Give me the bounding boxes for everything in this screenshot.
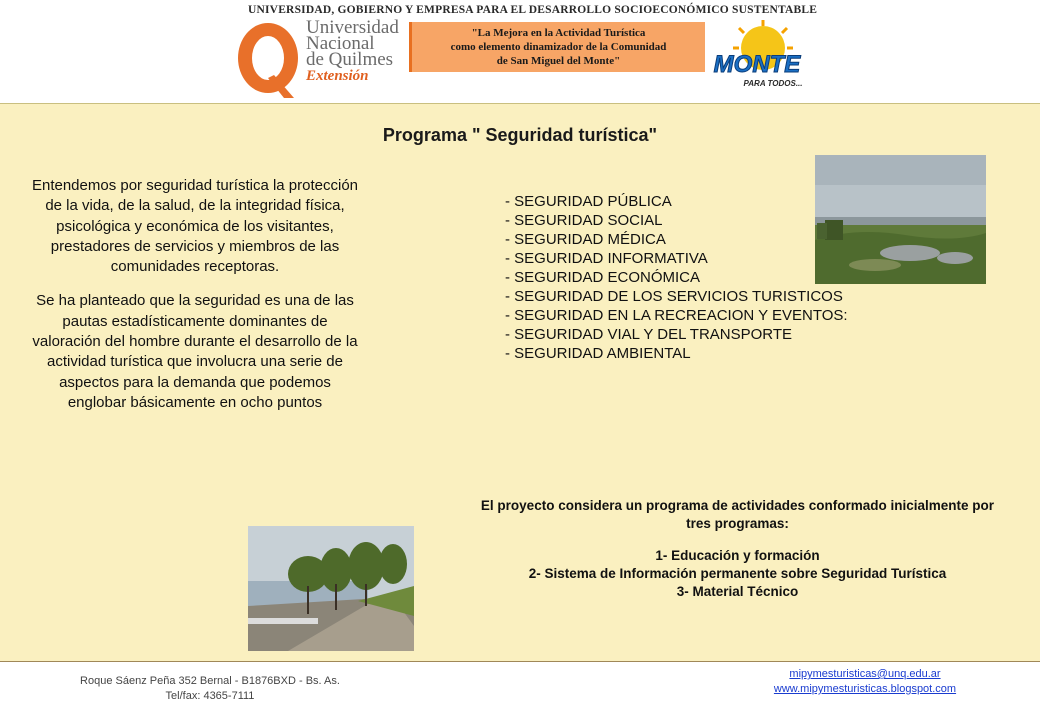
footer-links <box>740 667 990 697</box>
monte-logo-word: MONTE <box>713 51 801 78</box>
project-title-box <box>409 22 705 72</box>
project-title-line: "La Mejora en la Actividad Turística <box>471 27 646 39</box>
university-logo-text <box>306 17 399 84</box>
project-item: 3- Material Técnico <box>676 584 799 599</box>
monte-logo-icon <box>705 20 810 90</box>
security-list <box>505 192 848 363</box>
list-item: - SEGURIDAD INFORMATIVA <box>505 250 708 267</box>
university-logo-line: de Quilmes <box>306 49 394 70</box>
list-item: - SEGURIDAD DE LOS SERVICIOS TURISTICOS <box>505 288 843 305</box>
email-link[interactable]: mipymesturisticas@unq.edu.ar <box>789 668 941 680</box>
project-item: 1- Educación y formación <box>655 548 820 563</box>
list-item: - SEGURIDAD MÉDICA <box>505 231 666 248</box>
list-item: - SEGURIDAD AMBIENTAL <box>505 345 691 362</box>
header-tagline: UNIVERSIDAD, GOBIERNO Y EMPRESA PARA EL DESARROLLO SOCIOECONÓMICO SUSTENTABLE <box>248 4 818 16</box>
list-item: - SEGURIDAD EN LA RECREACION Y EVENTOS: <box>505 307 848 324</box>
list-item: - SEGURIDAD PÚBLICA <box>505 193 672 210</box>
phone-line: Tel/fax: 4365-7111 <box>165 690 255 702</box>
monte-logo-slogan: PARA TODOS... <box>743 79 803 88</box>
page-header <box>0 0 1040 103</box>
project-item: 2- Sistema de Información permanente sobre Seguridad Turística <box>528 566 947 581</box>
university-logo-line: Universidad <box>306 17 399 38</box>
list-item: - SEGURIDAD SOCIAL <box>505 212 663 229</box>
intro-text <box>30 176 360 427</box>
footer-address <box>60 674 360 704</box>
university-logo-extension: Extensión <box>306 68 369 84</box>
list-item: - SEGURIDAD ECONÓMICA <box>505 269 701 286</box>
project-title-line: como elemento dinamizador de la Comunidad <box>450 41 667 53</box>
intro-paragraph: Entendemos por seguridad turística la protección de la vida, de la salud, de la integridad física, psicológica y económica de los visitantes, prestadores de servicios y miembros de las comunidades receptoras. <box>31 177 358 276</box>
university-logo-line: Nacional <box>306 33 375 54</box>
lakeside-path-photo <box>248 526 414 651</box>
project-intro: El proyecto considera un programa de actividades conformado inicialmente por tres programas: <box>480 498 995 531</box>
address-line: Roque Sáenz Peña 352 Bernal - B1876BXD - Bs. As. <box>80 675 340 687</box>
project-summary <box>470 497 1005 601</box>
unq-q-logo-icon <box>234 20 302 100</box>
page-title: Programa " Seguridad turística" <box>382 125 658 145</box>
list-item: - SEGURIDAD VIAL Y DEL TRANSPORTE <box>505 326 793 343</box>
project-title-line: de San Miguel del Monte" <box>496 55 621 67</box>
website-link[interactable]: www.mipymesturisticas.blogspot.com <box>773 683 957 695</box>
intro-paragraph: Se ha planteado que la seguridad es una de las pautas estadísticamente dominantes de valoración del hombre durante el desarrollo de la actividad turística que involucra una serie de aspectos para la demanda que podemos englobar básicamente en ocho puntos <box>32 292 358 411</box>
lake-photo <box>815 155 986 284</box>
